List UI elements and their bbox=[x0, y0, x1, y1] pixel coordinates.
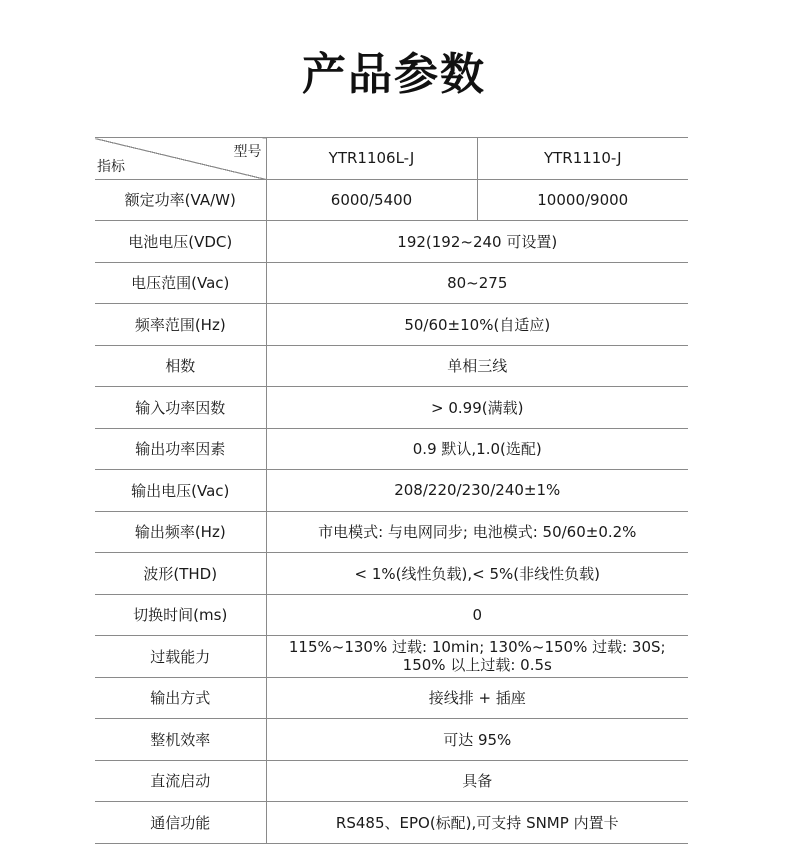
row-value: 192(192~240 可设置) bbox=[266, 221, 688, 263]
row-label: 输出电压(Vac) bbox=[95, 470, 266, 512]
row-label: 输出频率(Hz) bbox=[95, 511, 266, 553]
row-label: 直流启动 bbox=[95, 760, 266, 802]
row-label: 通信功能 bbox=[95, 802, 266, 844]
row-value: 50/60±10%(自适应) bbox=[266, 304, 688, 346]
table-row bbox=[95, 511, 688, 553]
row-value bbox=[266, 636, 688, 678]
row-label: 频率范围(Hz) bbox=[95, 304, 266, 346]
table-row bbox=[95, 345, 688, 387]
table-row bbox=[95, 221, 688, 263]
row-value: > 0.99(满载) bbox=[266, 387, 688, 429]
row-value: 0 bbox=[266, 594, 688, 636]
row-label: 相数 bbox=[95, 345, 266, 387]
row-value: 单相三线 bbox=[266, 345, 688, 387]
table-row bbox=[95, 470, 688, 512]
model-header-2: YTR1110-J bbox=[477, 138, 688, 180]
diagonal-header-cell bbox=[95, 138, 266, 180]
table-row bbox=[95, 719, 688, 761]
row-value: 具备 bbox=[266, 760, 688, 802]
table-row bbox=[95, 760, 688, 802]
model-header-1: YTR1106L-J bbox=[266, 138, 477, 180]
row-value-model-2: 10000/9000 bbox=[477, 179, 688, 221]
table-row bbox=[95, 304, 688, 346]
row-label: 电池电压(VDC) bbox=[95, 221, 266, 263]
row-label: 整机效率 bbox=[95, 719, 266, 761]
row-value: 可达 95% bbox=[266, 719, 688, 761]
page-title: 产品参数 bbox=[302, 49, 486, 100]
table-row bbox=[95, 179, 688, 221]
table-row bbox=[95, 802, 688, 844]
row-value-line-2: 150% 以上过载: 0.5s bbox=[402, 656, 552, 675]
row-value: 市电模式: 与电网同步; 电池模式: 50/60±0.2% bbox=[266, 511, 688, 553]
row-label: 切换时间(ms) bbox=[95, 594, 266, 636]
row-value: 0.9 默认,1.0(选配) bbox=[266, 428, 688, 470]
row-label: 过载能力 bbox=[95, 636, 266, 678]
table-row bbox=[95, 677, 688, 719]
row-value: < 1%(线性负载),< 5%(非线性负载) bbox=[266, 553, 688, 595]
header-model-label: 型号 bbox=[233, 144, 262, 160]
table-header-row bbox=[95, 138, 688, 180]
row-label: 额定功率(VA/W) bbox=[95, 179, 266, 221]
row-value-line-1: 115%~130% 过载: 10min; 130%~150% 过载: 30S; bbox=[288, 638, 666, 657]
row-value: RS485、EPO(标配),可支持 SNMP 内置卡 bbox=[266, 802, 688, 844]
row-label: 波形(THD) bbox=[95, 553, 266, 595]
table-row bbox=[95, 594, 688, 636]
header-spec-label: 指标 bbox=[97, 158, 125, 175]
row-value-model-1: 6000/5400 bbox=[266, 179, 477, 221]
table-row bbox=[95, 387, 688, 429]
row-label: 输出方式 bbox=[95, 677, 266, 719]
row-label: 输入功率因数 bbox=[95, 387, 266, 429]
row-value: 80~275 bbox=[266, 262, 688, 304]
row-value: 208/220/230/240±1% bbox=[266, 470, 688, 512]
spec-table bbox=[95, 137, 688, 844]
table-row bbox=[95, 636, 688, 678]
row-value: 接线排 + 插座 bbox=[266, 677, 688, 719]
table-row bbox=[95, 428, 688, 470]
table-row bbox=[95, 553, 688, 595]
table-row bbox=[95, 262, 688, 304]
row-label: 输出功率因素 bbox=[95, 428, 266, 470]
row-label: 电压范围(Vac) bbox=[95, 262, 266, 304]
